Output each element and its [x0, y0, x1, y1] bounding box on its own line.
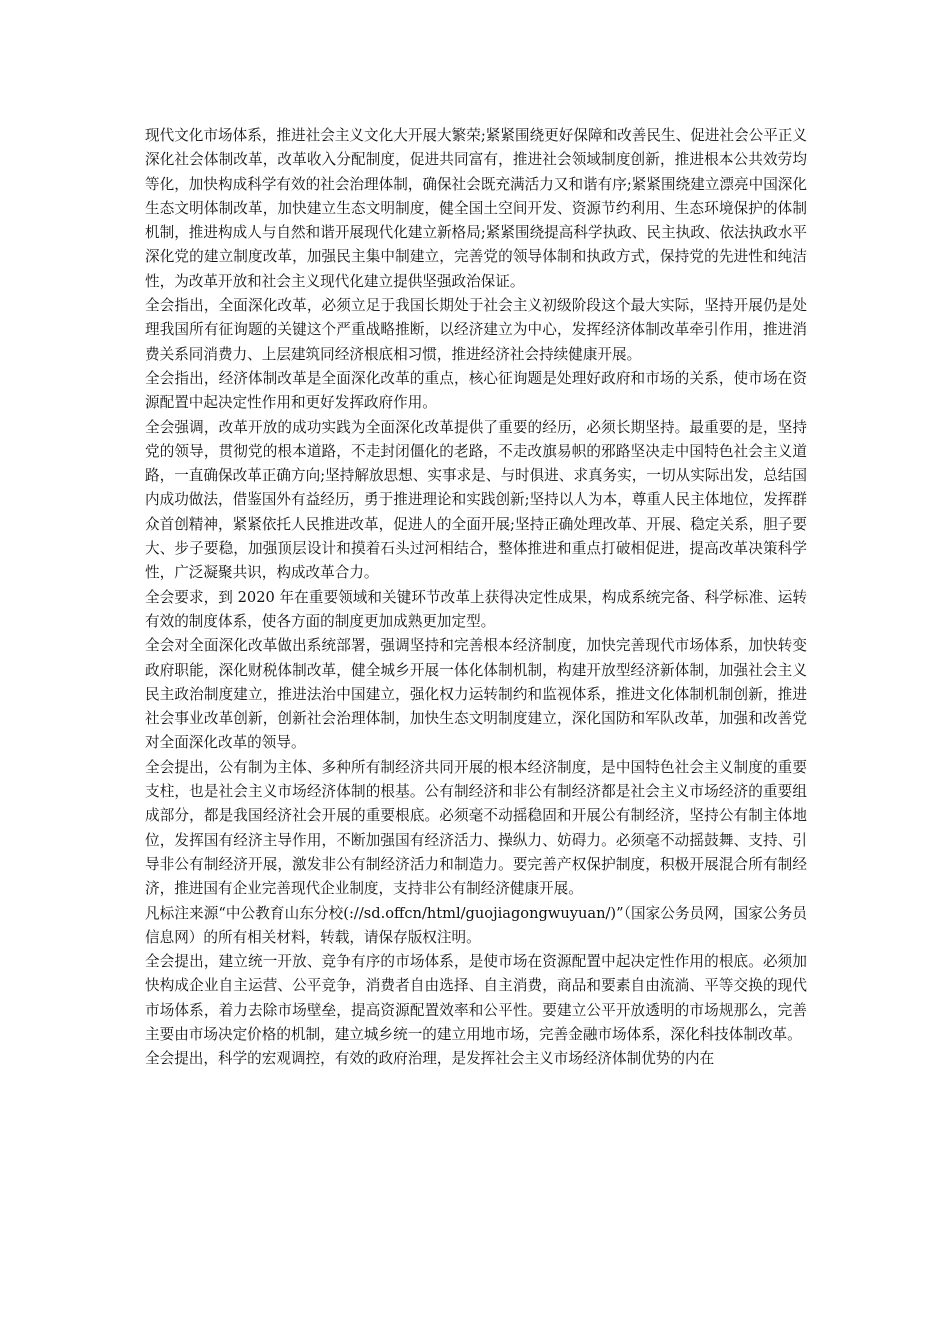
- paragraph-6: 全会对全面深化改革做出系统部署，强调坚持和完善根本经济制度，加快完善现代市场体系，加快转变政府职能，深化财税体制改革，健全城乡开展一体化体制机制，构建开放型经济新体制，加强社会主义民主政治制度建立，推进法治中国建立，强化权力运转制约和监视体系，推进文化体制机制创新，推进社会事业改革创新，创新社会治理体制，加快生态文明制度建立，深化国防和军队改革，加强和改善党对全面深化改革的领导。: [145, 637, 807, 752]
- paragraph-1: 现代文化市场体系，推进社会主义文化大开展大繁荣;紧紧围绕更好保障和改善民生、促进社会公平正义深化社会体制改革，改革收入分配制度，促进共同富有，推进社会领域制度创新，推进根本公共效劳均等化，加快构成科学有效的社会治理体制，确保社会既充满活力又和谐有序;紧紧围绕建立漂亮中国深化生态文明体制改革，加快建立生态文明制度，健全国土空间开发、资源节约利用、生态环境保护的体制机制，推进构成人与自然和谐开展现代化建立新格局;紧紧围绕提高科学执政、民主执政、依法执政水平深化党的建立制度改革，加强民主集中制建立，完善党的领导体制和执政方式，保持党的先进性和纯洁性，为改革开放和社会主义现代化建立提供坚强政治保证。: [145, 127, 807, 290]
- paragraph-10: 全会提出，科学的宏观调控，有效的政府治理，是发挥社会主义市场经济体制优势的内在: [145, 1050, 715, 1068]
- paragraph-4: 全会强调，改革开放的成功实践为全面深化改革提供了重要的经历，必须长期坚持。最重要的是，坚持党的领导，贯彻党的根本道路，不走封闭僵化的老路，不走改旗易帜的邪路坚决走中国特色社会主义道路，一直确保改革正确方向;坚持解放思想、实事求是、与时俱进、求真务实，一切从实际出发，总结国内成功做法，借鉴国外有益经历，勇于推进理论和实践创新;坚持以人为本，尊重人民主体地位，发挥群众首创精神，紧紧依托人民推进改革，促进人的全面开展;坚持正确处理改革、开展、稳定关系，胆子要大、步子要稳，加强顶层设计和摸着石头过河相结合，整体推进和重点打破相促进，提高改革决策科学性，广泛凝聚共识，构成改革合力。: [145, 418, 807, 582]
- source-notice-paragraph: 凡标注来源“中公教育山东分校(://sd.offcn/html/guojiagongwuyuan/)”（国家公务员网，国家公务员信息网）的所有相关材料，转载，请保存版权注明。: [145, 904, 807, 946]
- paragraph-3: 全会指出，经济体制改革是全面深化改革的重点，核心征询题是处理好政府和市场的关系，使市场在资源配置中起决定性作用和更好发挥政府作用。: [145, 369, 807, 412]
- paragraph-7: 全会提出，公有制为主体、多种所有制经济共同开展的根本经济制度，是中国特色社会主义制度的重要支柱，也是社会主义市场经济体制的根基。公有制经济和非公有制经济都是社会主义市场经济的重要组成部分，都是我国经济社会开展的重要根底。必须毫不动摇稳固和开展公有制经济，坚持公有制主体地位，发挥国有经济主导作用，不断加强国有经济活力、操纵力、妨碍力。必须毫不动摇鼓舞、支持、引导非公有制经济开展，激发非公有制经济活力和制造力。要完善产权保护制度，积极开展混合所有制经济，推进国有企业完善现代企业制度，支持非公有制经济健康开展。: [145, 758, 807, 898]
- document-body: [145, 124, 807, 1072]
- paragraph-2: 全会指出，全面深化改革，必须立足于我国长期处于社会主义初级阶段这个最大实际，坚持开展仍是处理我国所有征询题的关键这个严重战略推断，以经济建立为中心，发挥经济体制改革牵引作用，推进消费关系同消费力、上层建筑同经济根底相习惯，推进经济社会持续健康开展。: [145, 297, 807, 363]
- paragraph-9: 全会提出，建立统一开放、竞争有序的市场体系，是使市场在资源配置中起决定性作用的根底。必须加快构成企业自主运营、公平竞争，消费者自由选择、自主消费，商品和要素自由流淌、平等交换的现代市场体系，着力去除市场壁垒，提高资源配置效率和公平性。要建立公平开放透明的市场规那么，完善主要由市场决定价格的机制，建立城乡统一的建立用地市场，完善金融市场体系，深化科技体制改革。: [145, 953, 807, 1043]
- paragraph-5: 全会要求，到 2020 年在重要领域和关键环节改革上获得决定性成果，构成系统完备、科学标准、运转有效的制度体系，使各方面的制度更加成熟更加定型。: [145, 588, 807, 630]
